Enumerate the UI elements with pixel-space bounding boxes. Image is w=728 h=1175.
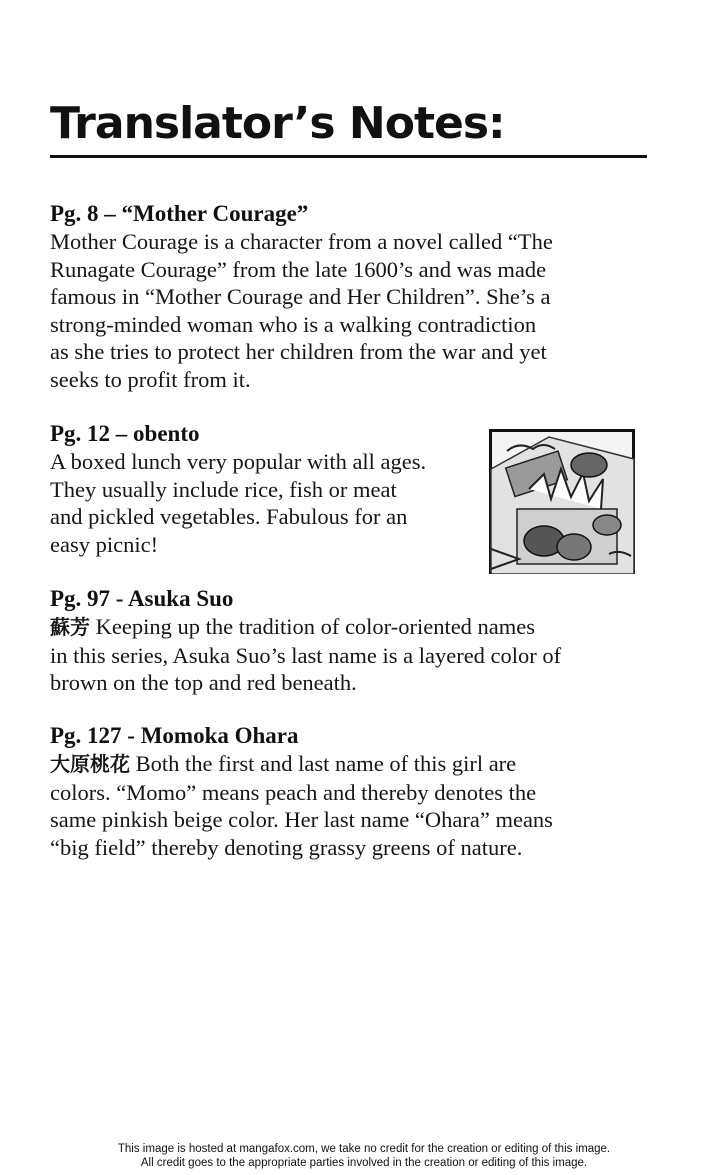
note-obento bbox=[50, 420, 426, 558]
note-line-text: Both the first and last name of this girl are bbox=[135, 751, 517, 776]
hosting-notice: This image is hosted at mangafox.com, we take no credit for the creation or editing of this image. bbox=[117, 1143, 611, 1155]
note-line: in this series, Asuka Suo’s last name is a layered color of bbox=[50, 642, 562, 668]
title-divider bbox=[50, 155, 647, 158]
note-line: Mother Courage is a character from a novel called “The bbox=[50, 229, 553, 254]
note-line bbox=[50, 750, 553, 779]
note-mother-courage bbox=[50, 200, 553, 394]
note-line: Runagate Courage” from the late 1600’s and was made bbox=[50, 256, 547, 282]
page-title: Translator’s Notes: bbox=[50, 98, 505, 149]
kanji-name: 大原桃花 bbox=[50, 752, 130, 776]
note-line: seeks to profit from it. bbox=[50, 366, 251, 392]
note-line: famous in “Mother Courage and Her Children”. She’s a bbox=[50, 284, 551, 310]
note-line: easy picnic! bbox=[50, 531, 159, 557]
note-line: brown on the top and red beneath. bbox=[50, 670, 357, 696]
note-heading: Pg. 12 – obento bbox=[50, 421, 200, 446]
note-line: and pickled vegetables. Fabulous for an bbox=[50, 504, 408, 530]
obento-illustration bbox=[489, 429, 635, 574]
note-line bbox=[50, 613, 561, 642]
note-momoka-ohara bbox=[50, 722, 553, 861]
note-heading: Pg. 8 – “Mother Courage” bbox=[50, 201, 309, 226]
note-line: same pinkish beige color. Her last name “Ohara” means bbox=[50, 807, 553, 833]
credit-notice: All credit goes to the appropriate parties involved in the creation or editing of this image. bbox=[140, 1157, 588, 1169]
note-line: A boxed lunch very popular with all ages. bbox=[50, 449, 427, 474]
note-line: as she tries to protect her children from the war and yet bbox=[50, 339, 547, 365]
note-heading: Pg. 127 - Momoka Ohara bbox=[50, 723, 299, 748]
note-line: “big field” thereby denoting grassy greens of nature. bbox=[50, 834, 523, 860]
kanji-name: 蘇芳 bbox=[50, 615, 90, 639]
note-line-text: Keeping up the tradition of color-oriented names bbox=[95, 614, 536, 639]
note-line: They usually include rice, fish or meat bbox=[50, 476, 397, 502]
note-asuka-suo bbox=[50, 585, 561, 697]
note-line: strong-minded woman who is a walking contradiction bbox=[50, 311, 537, 337]
note-line: colors. “Momo” means peach and thereby denotes the bbox=[50, 779, 537, 805]
note-heading: Pg. 97 - Asuka Suo bbox=[50, 586, 234, 611]
